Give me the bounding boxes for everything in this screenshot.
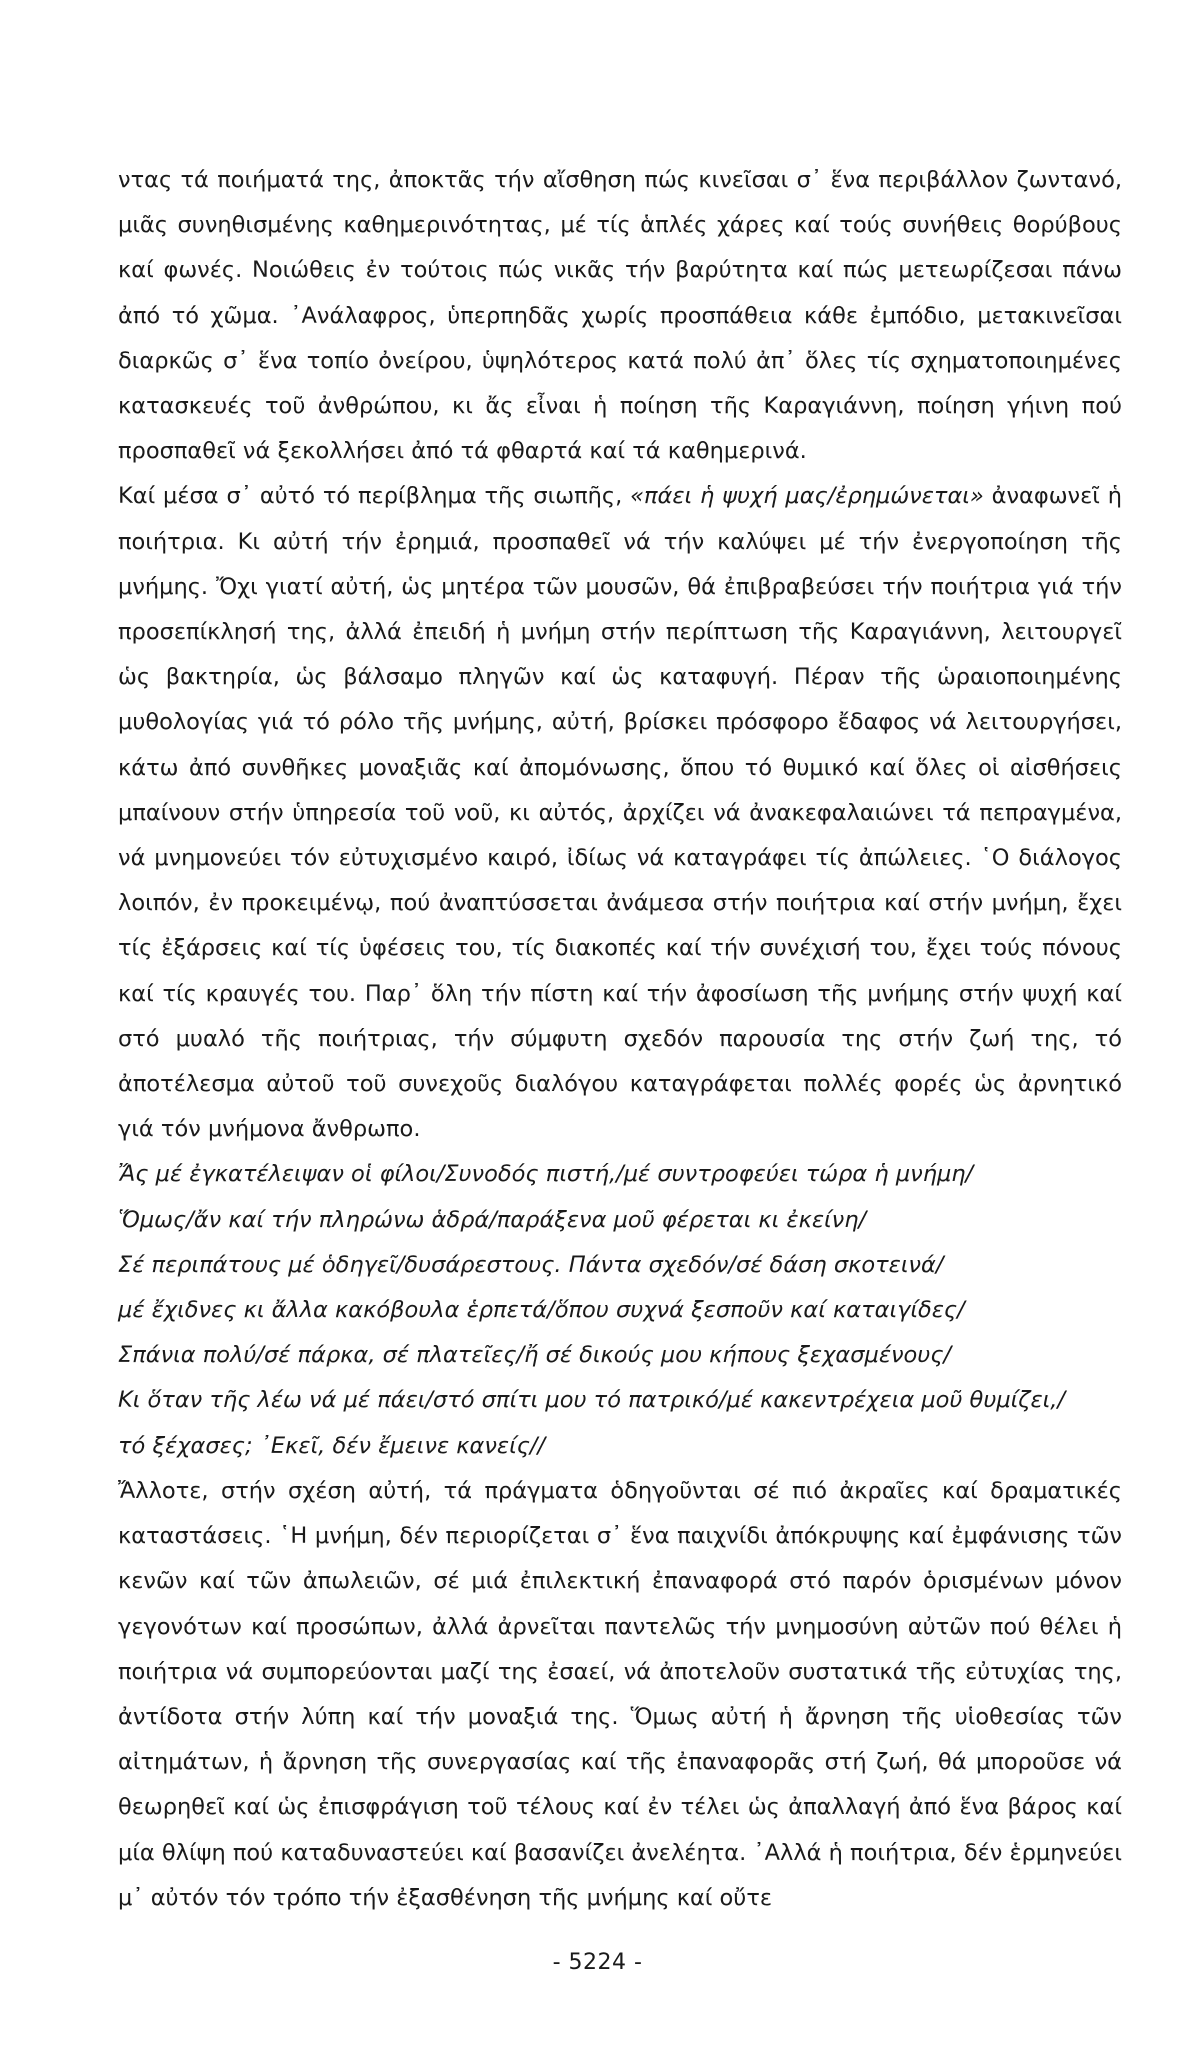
paragraph-1: [118, 158, 1122, 474]
poem-line: Ὅμως/ἄν καί τήν πληρώνω ἁδρά/παράξενα μοῦ φέρεται κι ἐκείνη/: [118, 1206, 867, 1233]
page-number: - 5224 -: [552, 1950, 643, 1975]
body-text: [118, 158, 1122, 1921]
poem-line: Σέ περιπάτους μέ ὁδηγεῖ/δυσάρεστους. Πάντα σχεδόν/σέ δάση σκοτεινά/: [118, 1251, 944, 1278]
poem-line: τό ξέχασες; ᾿Εκεῖ, δέν ἔμεινε κανείς//: [118, 1432, 546, 1459]
paragraph-2-quote: «πάει ἡ ψυχή μας/ἐρημώνεται»: [630, 483, 984, 510]
poem-line: Ἄς μέ ἐγκατέλειψαν οἱ φίλοι/Συνοδός πιστή,/μέ συντροφεύει τώρα ἡ μνήμη/: [118, 1161, 974, 1188]
poem-quotation: [118, 1152, 1122, 1468]
paragraph-2: [118, 474, 1122, 1152]
paragraph-2-lead: Καί μέσα σ᾿ αὐτό τό περίβλημα τῆς σιωπῆς,: [118, 483, 631, 510]
paragraph-2-body: ἀναφωνεῖ ἡ ποιήτρια. Κι αὐτή τήν ἐρημιά, προσπαθεῖ νά τήν καλύψει μέ τήν ἐνεργοποίηση τῆς μνήμης. Ὄχι γιατί αὐτή, ὡς μητέρα τῶν μουσῶν, θά ἐπιβραβεύσει τήν ποιήτρια γιά τήν προσεπίκλησή της, ἀλλά ἐπειδή ἡ μνήμη στήν περίπτωση τῆς Καραγιάννη, λειτουργεῖ ὡς βακτηρία, ὡς βάλσαμο πληγῶν καί ὡς καταφυγή. Πέραν τῆς ὡραιοποιημένης μυθολογίας γιά τό ρόλο τῆς μνήμης, αὐτή, βρίσκει πρόσφορο ἔδαφος νά λειτουργήσει, κάτω ἀπό συνθῆκες μοναξιᾶς καί ἀπομόνωσης, ὅπου τό θυμικό καί ὅλες οἱ αἰσθήσεις μπαίνουν στήν ὑπηρεσία τοῦ νοῦ, κι αὐτός, ἀρχίζει νά ἀνακεφαλαιώνει τά πεπραγμένα, νά μνημονεύει τόν εὐτυχισμένο καιρό, ἰδίως νά καταγράφει τίς ἀπώλειες. ῾Ο διάλογος λοιπόν, ἐν προκειμένῳ, πού ἀναπτύσσεται ἀνάμεσα στήν ποιήτρια καί στήν μνήμη, ἔχει τίς ἐξάρσεις καί τίς ὑφέσεις του, τίς διακοπές καί τήν συνέχισή του, ἔχει τούς πόνους καί τίς κραυγές του. Παρ᾿ ὅλη τήν πίστη καί τήν ἀφοσίωση τῆς μνήμης στήν ψυχή καί στό μυαλό τῆς ποιήτριας, τήν σύμφυτη σχεδόν παρουσία της στήν ζωή της, τό ἀποτέλεσμα αὐτοῦ τοῦ συνεχοῦς διαλόγου καταγράφεται πολλές φορές ὡς ἀρνητικό γιά τόν μνήμονα ἄνθρωπο.: [118, 483, 1123, 1143]
poem-line: Σπάνια πολύ/σέ πάρκα, σέ πλατεῖες/ἤ σέ δικούς μου κήπους ξεχασμένους/: [118, 1342, 952, 1369]
paragraph-3: Ἄλλοτε, στήν σχέση αὐτή, τά πράγματα ὁδηγοῦνται σέ πιό ἀκραῖες καί δραματικές καταστάσεις. ῾Η μνήμη, δέν περιορίζεται σ᾿ ἕνα παιχνίδι ἀπόκρυψης καί ἐμφάνισης τῶν κενῶν καί τῶν ἀπωλειῶν, σέ μιά ἐπιλεκτική ἐπαναφορά στό παρόν ὁρισμένων μόνον γεγονότων καί προσώπων, ἀλλά ἀρνεῖται παντελῶς τήν μνημοσύνη αὐτῶν πού θέλει ἡ ποιήτρια νά συμπορεύονται μαζί της ἐσαεί, νά ἀποτελοῦν συστατικά τῆς εὐτυχίας της, ἀντίδοτα στήν λύπη καί τήν μοναξιά της. Ὅμως αὐτή ἡ ἄρνηση τῆς υἱοθεσίας τῶν αἰτημάτων, ἡ ἄρνηση τῆς συνεργασίας καί τῆς ἐπαναφορᾶς στή ζωή, θά μποροῦσε νά θεωρηθεῖ καί ὡς ἐπισφράγιση τοῦ τέλους καί ἐν τέλει ὡς ἀπαλλαγή ἀπό ἕνα βάρος καί μία θλίψη πού καταδυναστεύει καί βασανίζει ἀνελέητα. ᾿Αλλά ἡ ποιήτρια, δέν ἑρμηνεύει μ᾿ αὐτόν τόν τρόπο τήν ἐξασθένηση τῆς μνήμης καί οὔτε: [118, 1477, 1123, 1911]
paragraph-1-text: ντας τά ποιήματά της, ἀποκτᾶς τήν αἴσθηση πώς κινεῖσαι σ᾿ ἕνα περιβάλλον ζωντανό, μιᾶς συνηθισμένης καθημερινότητας, μέ τίς ἁπλές χάρες καί τούς συνήθεις θορύβους καί φωνές. Νοιώθεις ἐν τούτοις πώς νικᾶς τήν βαρύτητα καί πώς μετεωρίζεσαι πάνω ἀπό τό χῶμα. ᾿Ανάλαφρος, ὑπερπηδᾶς χωρίς προσπάθεια κάθε ἐμπόδιο, μετακινεῖσαι διαρκῶς σ᾿ ἕνα τοπίο ὀνείρου, ὑψηλότερος κατά πολύ ἀπ᾿ ὅλες τίς σχηματοποιημένες κατασκευές τοῦ ἀνθρώπου, κι ἄς εἶναι ἡ ποίηση τῆς Καραγιάννη, ποίηση γήινη πού προσπαθεῖ νά ξεκολλήσει ἀπό τά φθαρτά καί τά καθημερινά.: [118, 167, 1122, 465]
poem-line: μέ ἔχιδνες κι ἄλλα κακόβουλα ἑρπετά/ὅπου συχνά ξεσποῦν καί καταιγίδες/: [118, 1297, 965, 1324]
poem-line: Κι ὅταν τῆς λέω νά μέ πάει/στό σπίτι μου τό πατρικό/μέ κακεντρέχεια μοῦ θυμίζει,/: [118, 1387, 1066, 1414]
